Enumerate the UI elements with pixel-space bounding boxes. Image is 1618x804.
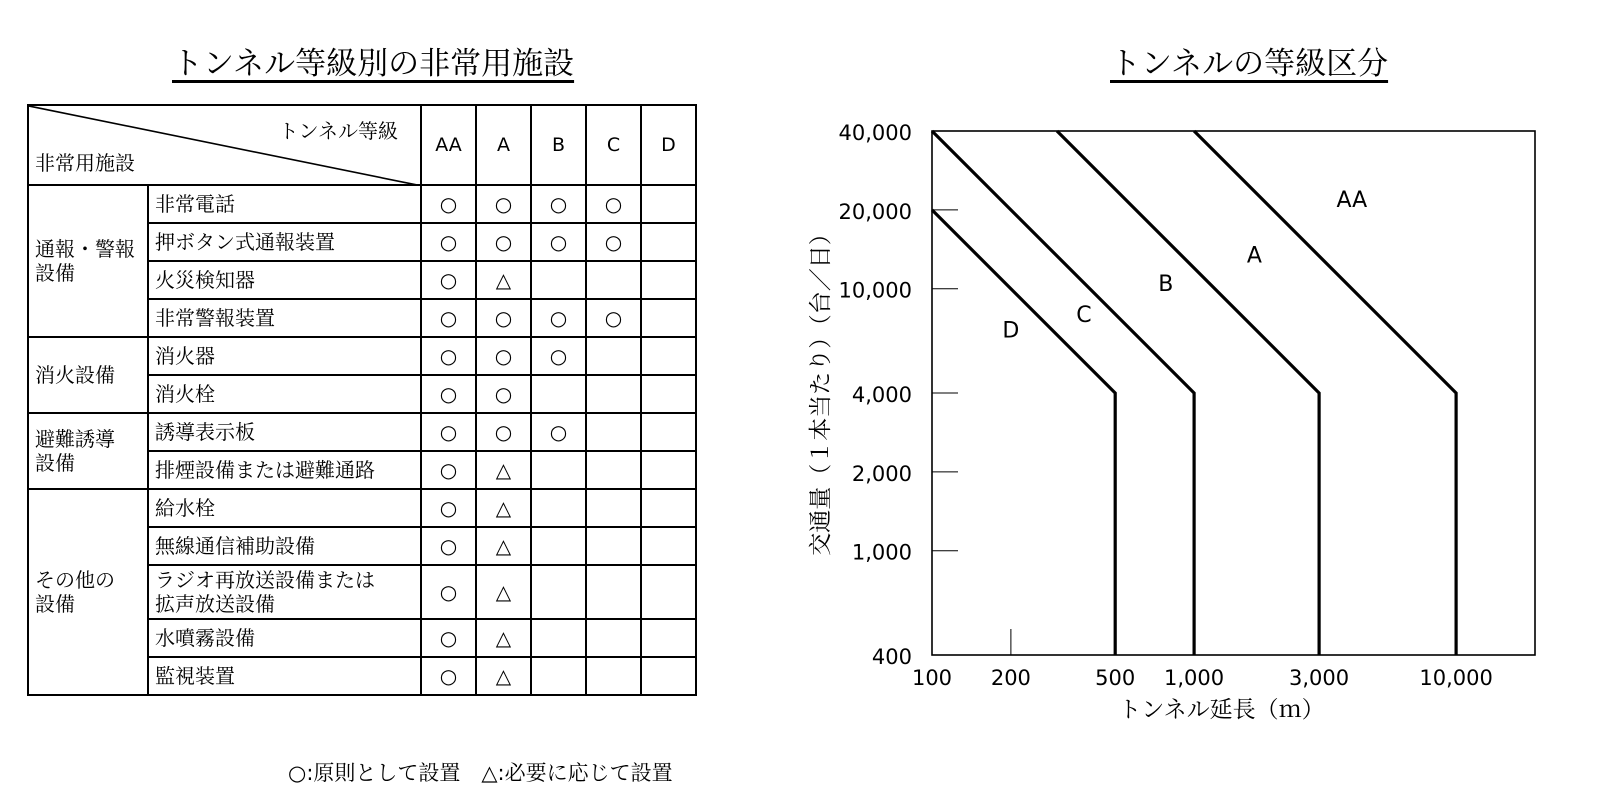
- grade-mark-cell: △: [476, 657, 531, 695]
- grade-header: A: [476, 105, 531, 185]
- chart-title: トンネルの等級区分: [1110, 46, 1389, 82]
- facility-name-cell: 押ボタン式通報装置: [148, 223, 421, 261]
- facility-name-cell: 給水栓: [148, 489, 421, 527]
- grade-mark-cell: ○: [421, 619, 476, 657]
- group-name-cell: 避難誘導 設備: [28, 413, 148, 489]
- facility-name-cell: 非常電話: [148, 185, 421, 223]
- grade-mark-cell: ○: [476, 413, 531, 451]
- y-axis-label: 交通量（１本当たり）（台／日）: [808, 222, 834, 556]
- facility-name-cell: 非常警報装置: [148, 299, 421, 337]
- region-label: AA: [1336, 188, 1368, 214]
- grade-boundary-line: [1057, 131, 1319, 655]
- grade-mark-cell: ○: [586, 299, 641, 337]
- grade-mark-cell: ○: [421, 489, 476, 527]
- region-label: D: [1002, 318, 1020, 344]
- grade-mark-cell: ○: [421, 299, 476, 337]
- grade-boundary-line: [932, 131, 1194, 655]
- grade-mark-cell: △: [476, 565, 531, 619]
- grade-mark-cell: ○: [421, 185, 476, 223]
- facility-name-cell: 水噴霧設備: [148, 619, 421, 657]
- grade-mark-cell: △: [476, 527, 531, 565]
- facility-name-cell: 火災検知器: [148, 261, 421, 299]
- grade-mark-cell: ○: [421, 413, 476, 451]
- grade-mark-cell: ○: [531, 413, 586, 451]
- x-axis-label: トンネル延長（ｍ）: [1118, 697, 1325, 723]
- grade-mark-cell: △: [476, 489, 531, 527]
- facility-name-cell: 監視装置: [148, 657, 421, 695]
- grade-boundary-line: [1194, 131, 1456, 655]
- grade-mark-cell: ○: [531, 337, 586, 375]
- grade-mark-cell: ○: [476, 375, 531, 413]
- y-tick-label: 20,000: [838, 199, 912, 224]
- facility-name-cell: 消火器: [148, 337, 421, 375]
- x-tick-label: 200: [990, 666, 1031, 690]
- y-tick-label: 400: [871, 645, 912, 669]
- grade-mark-cell: ○: [586, 185, 641, 223]
- legend-note: ○:原則として設置 △:必要に応じて設置: [288, 761, 673, 785]
- y-tick-label: 2,000: [851, 461, 912, 486]
- grade-mark-cell: ○: [476, 223, 531, 261]
- grade-mark-cell: ○: [421, 261, 476, 299]
- x-tick-label: 100: [911, 666, 953, 690]
- grade-mark-cell: ○: [421, 565, 476, 619]
- grade-mark-cell: ○: [586, 223, 641, 261]
- facility-name-cell: 無線通信補助設備: [148, 527, 421, 565]
- plot-frame: [932, 131, 1535, 655]
- grade-mark-cell: ○: [476, 337, 531, 375]
- grade-mark-cell: ○: [531, 185, 586, 223]
- corner-facility-label: 非常用施設: [35, 151, 135, 175]
- grade-mark-cell: ○: [476, 185, 531, 223]
- y-tick-label: 4,000: [851, 383, 912, 407]
- group-name-cell: 消火設備: [28, 337, 148, 413]
- grade-mark-cell: ○: [421, 375, 476, 413]
- region-label: C: [1076, 303, 1092, 329]
- region-label: B: [1158, 272, 1174, 298]
- grade-boundary-line: [932, 210, 1115, 655]
- grade-header: D: [641, 105, 696, 185]
- grade-mark-cell: △: [476, 451, 531, 489]
- x-tick-label: 10,000: [1419, 666, 1493, 690]
- x-tick-label: 1,000: [1163, 666, 1225, 690]
- grade-mark-cell: ○: [421, 527, 476, 565]
- region-label: A: [1246, 243, 1262, 269]
- y-tick-label: 1,000: [851, 540, 912, 565]
- grade-mark-cell: ○: [421, 223, 476, 261]
- facility-name-cell: 消火栓: [148, 375, 421, 413]
- facility-name-cell: 誘導表示板: [148, 413, 421, 451]
- y-tick-label: 10,000: [838, 278, 912, 303]
- grade-header: AA: [421, 105, 476, 185]
- group-name-cell: その他の 設備: [28, 489, 148, 695]
- grade-mark-cell: ○: [476, 299, 531, 337]
- x-tick-label: 3,000: [1289, 666, 1350, 690]
- grade-mark-cell: ○: [421, 451, 476, 489]
- facility-name-cell: 排煙設備または避難通路: [148, 451, 421, 489]
- grade-mark-cell: ○: [531, 223, 586, 261]
- table-title: トンネル等級別の非常用施設: [172, 46, 575, 82]
- x-tick-label: 500: [1095, 666, 1136, 690]
- facility-name-cell: ラジオ再放送設備または 拡声放送設備: [148, 565, 421, 619]
- grade-mark-cell: ○: [531, 299, 586, 337]
- corner-grade-label: トンネル等級: [278, 119, 398, 143]
- grade-header: B: [531, 105, 586, 185]
- y-tick-label: 40,000: [838, 121, 912, 145]
- grade-mark-cell: ○: [421, 337, 476, 375]
- grade-mark-cell: △: [476, 619, 531, 657]
- grade-header: C: [586, 105, 641, 185]
- group-name-cell: 通報・警報 設備: [28, 185, 148, 337]
- grade-mark-cell: △: [476, 261, 531, 299]
- grade-mark-cell: ○: [421, 657, 476, 695]
